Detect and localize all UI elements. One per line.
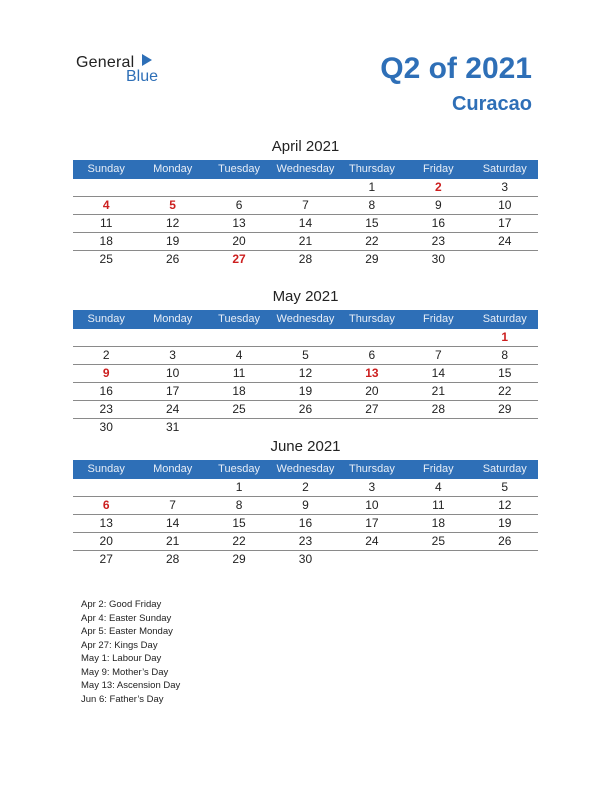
date-cell: 23 [431,234,445,248]
date-cell: 3 [368,480,376,494]
date-cell: 1 [368,180,376,194]
date-cell: 17 [365,516,379,530]
date-cell: 30 [431,252,445,266]
weekday-label: Sunday [87,163,125,175]
holiday-date: 13 [365,366,379,380]
date-cell: 8 [235,498,243,512]
date-cell [73,479,139,496]
date-cell [73,179,139,196]
date-cell: 29 [498,402,512,416]
date-cell [472,419,538,436]
holiday-list-item: Apr 2: Good Friday [81,599,162,610]
week-row [73,329,538,347]
date-cell: 21 [431,384,445,398]
month-title: June 2021 [270,438,341,455]
date-cell [73,329,139,346]
weekday-label: Thursday [348,163,395,175]
holiday-date: 4 [102,198,110,212]
month-calendar [73,287,538,436]
holiday-list-item: Apr 5: Easter Monday [81,626,173,637]
date-cell [405,551,471,568]
date-cell: 5 [501,480,509,494]
holiday-list-item: May 13: Ascension Day [81,680,181,691]
date-cell: 25 [232,402,246,416]
date-cell: 24 [498,234,512,248]
weekday-label: Thursday [348,313,395,325]
date-cell: 31 [165,420,180,434]
date-cell: 27 [365,402,379,416]
date-cell: 27 [99,552,113,566]
date-cell: 24 [365,534,379,548]
holiday-list-item: May 1: Labour Day [81,653,162,664]
date-cell: 15 [498,366,512,380]
weekday-label: Wednesday [276,163,335,175]
date-cell: 23 [99,402,113,416]
country-title: Curacao [451,93,532,115]
date-cell: 14 [165,516,180,530]
date-cell: 11 [99,216,113,230]
date-cell [272,179,338,196]
date-cell: 9 [434,198,442,212]
date-cell: 22 [365,234,379,248]
date-cell: 16 [99,384,113,398]
date-cell: 22 [498,384,512,398]
holiday-list-item: Apr 27: Kings Day [81,639,158,651]
date-cell: 15 [365,216,379,230]
weekday-label: Friday [423,313,454,325]
date-cell: 13 [99,516,113,530]
date-cell: 21 [165,534,180,548]
weekday-label: Sunday [87,313,125,325]
holiday-list-item: May 9: Mother’s Day [81,666,169,678]
date-cell: 10 [365,498,379,512]
weekday-label: Friday [423,163,454,175]
date-cell [139,179,205,196]
date-cell: 3 [501,180,509,194]
week-row [73,515,538,533]
date-cell: 18 [431,516,445,530]
logo-text-general: General [76,54,135,71]
weekday-header-row [73,460,538,479]
weekday-label: Saturday [482,313,527,325]
week-row [73,179,538,197]
date-cell: 24 [165,402,180,416]
weekday-label: Monday [153,163,193,175]
weekday-label: Saturday [482,163,527,175]
date-cell [206,419,272,436]
week-row [73,401,538,419]
weekday-label: Tuesday [218,463,260,475]
holiday-date: 2 [434,180,442,194]
date-cell: 12 [498,498,512,512]
date-cell [472,251,538,268]
date-cell: 26 [498,534,512,548]
date-cell [339,419,405,436]
logo-flag-icon [142,54,152,66]
date-cell: 17 [498,216,512,230]
week-row [73,347,538,365]
date-cell: 29 [232,552,246,566]
date-cell: 19 [165,234,180,248]
week-row [73,551,538,568]
date-cell: 18 [232,384,246,398]
date-cell: 12 [298,366,313,380]
date-cell: 26 [298,402,313,416]
date-cell: 28 [165,552,180,566]
date-cell: 25 [431,534,445,548]
holiday-date: 1 [501,330,509,344]
date-cell [405,329,471,346]
date-cell: 7 [434,348,442,362]
week-row [73,383,538,401]
date-cell: 8 [501,348,509,362]
weekday-label: Tuesday [218,313,260,325]
holiday-date: 5 [169,198,176,212]
date-cell: 7 [169,498,176,512]
date-cell: 16 [431,216,445,230]
week-row [73,365,538,383]
date-cell: 11 [232,366,246,380]
holiday-list-item: Apr 4: Easter Sunday [81,612,172,624]
date-cell: 28 [431,402,445,416]
date-cell: 9 [302,498,309,512]
date-cell: 18 [99,234,113,248]
week-row [73,215,538,233]
week-row [73,533,538,551]
date-cell: 7 [302,198,309,212]
week-row [73,419,538,436]
month-calendar [73,437,538,568]
date-cell [339,329,405,346]
weekday-label: Monday [153,463,193,475]
date-cell: 3 [169,348,176,362]
week-row [73,233,538,251]
date-cell: 20 [365,384,379,398]
date-cell: 10 [498,198,512,212]
date-cell: 13 [232,216,246,230]
date-cell: 19 [498,516,512,530]
date-cell: 6 [235,198,243,212]
date-cell [472,551,538,568]
page-title: Q2 of 2021 [380,52,532,85]
holiday-date: 9 [102,366,110,380]
date-cell: 8 [368,198,376,212]
holiday-list-item: Jun 6: Father’s Day [81,693,164,705]
date-cell: 22 [232,534,246,548]
date-cell [206,179,272,196]
weekday-header-row [73,160,538,179]
date-cell [139,479,205,496]
date-cell: 16 [298,516,313,530]
date-cell: 20 [232,234,246,248]
logo [76,54,159,85]
date-cell: 2 [302,480,309,494]
date-cell: 12 [165,216,180,230]
month-title: May 2021 [272,288,339,305]
date-cell: 15 [232,516,246,530]
date-cell: 23 [298,534,313,548]
date-cell: 30 [99,420,113,434]
date-cell: 25 [99,252,113,266]
date-cell: 1 [235,480,243,494]
weekday-label: Wednesday [276,313,335,325]
date-cell: 28 [298,252,313,266]
week-row [73,197,538,215]
date-cell: 17 [165,384,180,398]
date-cell: 21 [298,234,313,248]
weekday-label: Monday [153,313,193,325]
weekday-header-row [73,310,538,329]
date-cell [139,329,205,346]
date-cell: 30 [298,552,313,566]
date-cell: 5 [302,348,309,362]
date-cell: 4 [235,348,243,362]
date-cell: 14 [431,366,445,380]
date-cell [405,419,471,436]
date-cell: 14 [298,216,313,230]
date-cell: 20 [99,534,113,548]
logo-text-blue: Blue [126,68,159,85]
date-cell: 29 [365,252,379,266]
date-cell [272,419,338,436]
holiday-list [81,598,180,706]
weekday-label: Friday [423,463,454,475]
weekday-label: Saturday [482,463,527,475]
month-title: April 2021 [271,138,340,155]
date-cell: 6 [368,348,376,362]
date-cell: 26 [165,252,180,266]
weekday-label: Tuesday [218,163,260,175]
weekday-label: Thursday [348,463,395,475]
week-row [73,479,538,497]
date-cell [272,329,338,346]
date-cell: 19 [298,384,313,398]
weekday-label: Wednesday [276,463,335,475]
week-row [73,497,538,515]
week-row [73,251,538,268]
date-cell: 4 [434,480,442,494]
date-cell: 11 [432,498,445,512]
date-cell [206,329,272,346]
weekday-label: Sunday [87,463,125,475]
date-cell [339,551,405,568]
holiday-date: 27 [232,252,246,266]
holiday-date: 6 [102,498,110,512]
date-cell: 10 [165,366,180,380]
date-cell: 2 [102,348,110,362]
month-calendar [73,137,538,268]
